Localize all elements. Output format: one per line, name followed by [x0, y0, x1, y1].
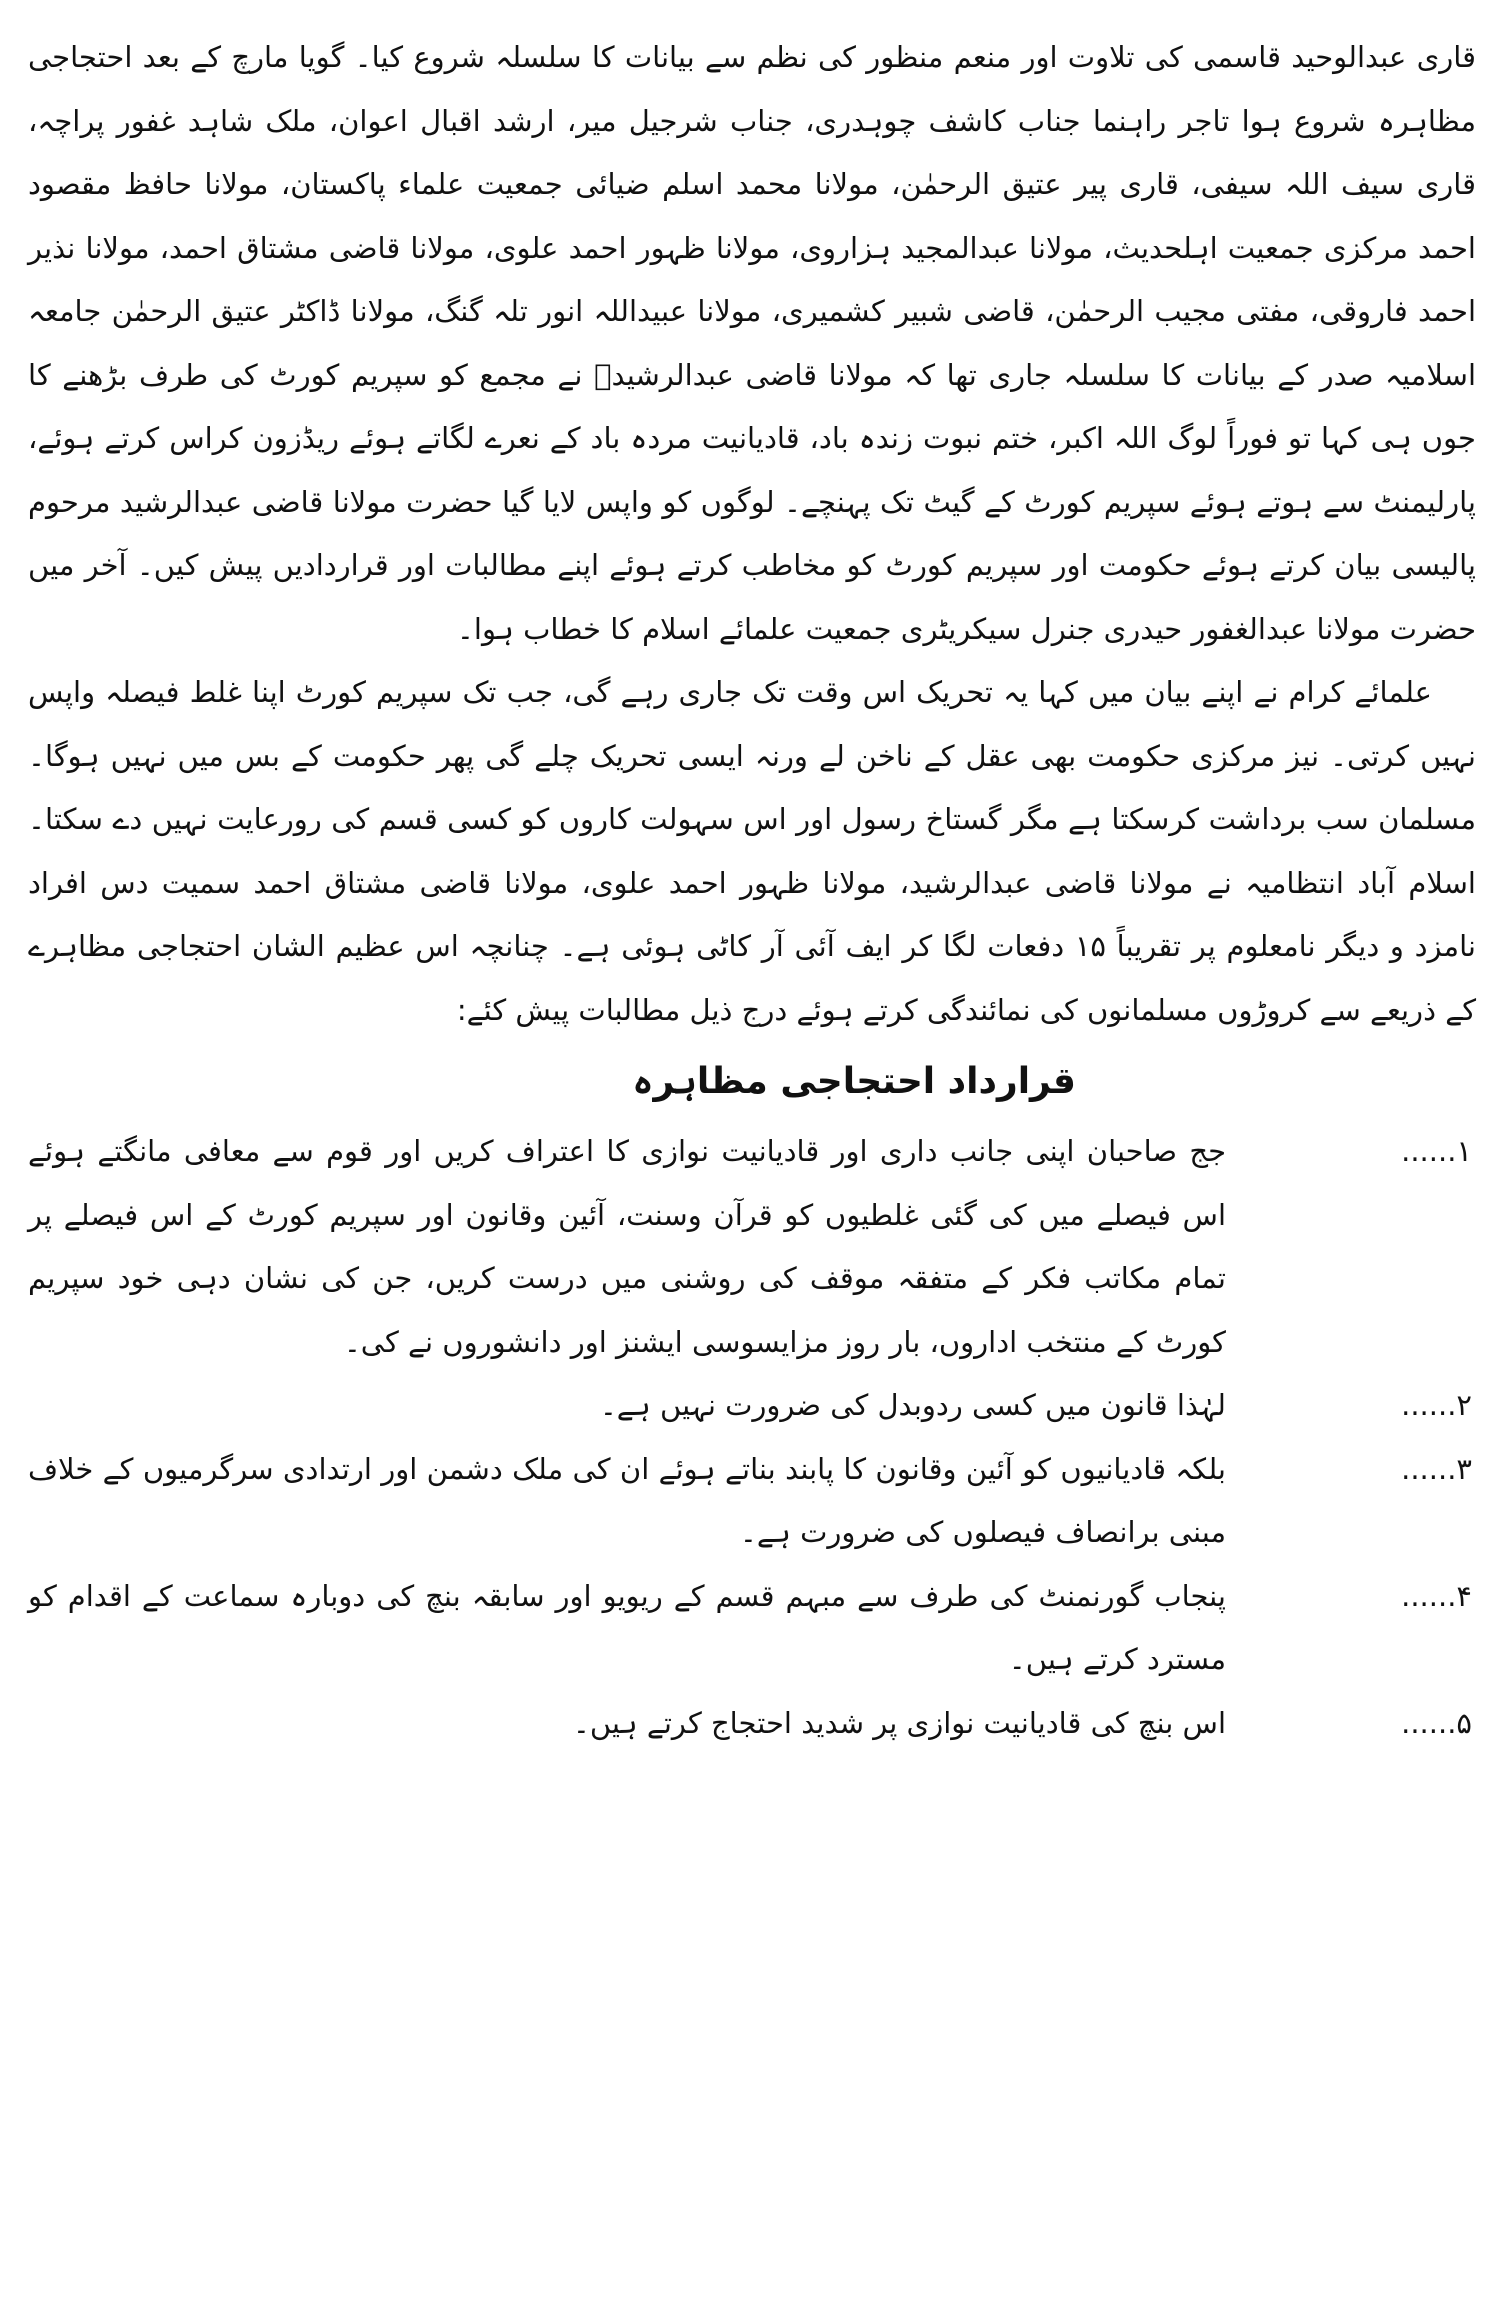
demand-item-2	[28, 1374, 1476, 1438]
demand-number: ۵......	[1401, 1705, 1472, 1740]
demand-number: ۱......	[1401, 1134, 1472, 1168]
demand-number: ۲......	[1401, 1388, 1472, 1422]
demand-number: ۴......	[1401, 1578, 1472, 1613]
body-paragraph-2: علمائے کرام نے اپنے بیان میں کہا یہ تحریک اس وقت تک جاری رہے گی، جب تک سپریم کورٹ اپنا غلط فیصلہ واپس نہیں کرتی۔ نیز مرکزی حکومت بھی عقل کے ناخن لے ورنہ ایسی تحریک چلے گی پھر حکومت کے بس میں نہیں ہوگا۔ مسلمان سب برداشت کرسکتا ہے مگر گستاخ رسول اور اس سہولت کاروں کو کسی قسم کی رورعایت نہیں دے سکتا۔ اسلام آباد انتظامیہ نے مولانا قاضی عبدالرشید، مولانا ظہور احمد علوی، مولانا قاضی مشتاق احمد سمیت دس افراد نامزد و دیگر نامعلوم پر تقریباً ۱۵ دفعات لگا کر ایف آئی آر کاٹی ہوئی ہے۔ چنانچہ اس عظیم الشان احتجاجی مظاہرے کے ذریعے سے کروڑوں مسلمانوں کی نمائندگی کرتے ہوئے درج ذیل مطالبات پیش کئے:	[28, 675, 1476, 1027]
body-paragraph-1: قاری عبدالوحید قاسمی کی تلاوت اور منعم منظور کی نظم سے بیانات کا سلسلہ شروع کیا۔ گویا مارچ کے بعد احتجاجی مظاہرہ شروع ہوا تاجر راہنما جناب کاشف چوہدری، جناب شرجیل میر، ارشد اقبال اعوان، ملک شاہد غفور پراچہ، قاری سیف اللہ سیفی، قاری پیر عتیق الرحمٰن، مولانا محمد اسلم ضیائی جمعیت علماء پاکستان، مولانا حافظ مقصود احمد مرکزی جمعیت اہلحدیث، مولانا عبدالمجید ہزاروی، مولانا ظہور احمد علوی، مولانا قاضی مشتاق احمد، مولانا نذیر احمد فاروقی، مفتی مجیب الرحمٰن، قاضی شبیر کشمیری، مولانا عبیداللہ انور تلہ گنگ، مولانا ڈاکٹر عتیق الرحمٰن جامعہ اسلامیہ صدر کے بیانات کا سلسلہ جاری تھا کہ مولانا قاضی عبدالرشیدؒ نے مجمع کو سپریم کورٹ کی طرف بڑھنے کا جوں ہی کہا تو فوراً لوگ اللہ اکبر، ختم نبوت زندہ باد، قادیانیت مردہ باد کے نعرے لگاتے ہوئے ریڈزون کراس کرتے ہوئے، پارلیمنٹ سے ہوتے ہوئے سپریم کورٹ کے گیٹ تک پہنچے۔ لوگوں کو واپس لایا گیا حضرت مولانا قاضی عبدالرشید مرحوم پالیسی بیان کرتے ہوئے حکومت اور سپریم کورٹ کو مخاطب کرتے ہوئے اپنے مطالبات اور قراردادیں پیش کیں۔ آخر میں حضرت مولانا عبدالغفور حیدری جنرل سیکریٹری جمعیت علمائے اسلام کا خطاب ہوا۔	[28, 40, 1476, 646]
demand-item-1	[28, 1120, 1476, 1374]
demand-text: جج صاحبان اپنی جانب داری اور قادیانیت نوازی کا اعتراف کریں اور قوم سے معافی مانگتے ہوئے اس فیصلے میں کی گئی غلطیوں کو قرآن وسنت، آئین وقانون اور سپریم کورٹ کے اس فیصلے پر تمام مکاتب فکر کے متفقہ موقف کی روشنی میں درست کریں، جن کی نشان دہی خود سپریم کورٹ کے منتخب اداروں، بار روز مزایسوسی ایشنز اور دانشوروں نے کی۔	[28, 1134, 1226, 1359]
demand-text: بلکہ قادیانیوں کو آئین وقانون کا پابند بناتے ہوئے ان کی ملک دشمن اور ارتدادی سرگرمیوں کے خلاف مبنی برانصاف فیصلوں کی ضرورت ہے۔	[28, 1451, 1226, 1549]
demand-item-5	[28, 1692, 1476, 1756]
demand-text: اس بنچ کی قادیانیت نوازی پر شدید احتجاج کرتے ہیں۔	[572, 1705, 1226, 1740]
demand-text: لہٰذا قانون میں کسی ردوبدل کی ضرورت نہیں ہے۔	[599, 1388, 1226, 1422]
section-heading: قرارداد احتجاجی مظاہرہ	[632, 1061, 1076, 1102]
demand-item-3	[28, 1438, 1476, 1565]
demand-text: پنجاب گورنمنٹ کی طرف سے مبہم قسم کے ریویو اور سابقہ بنچ کی دوبارہ سماعت کے اقدام کو مسترد کرتے ہیں۔	[28, 1578, 1226, 1676]
demand-item-4	[28, 1565, 1476, 1692]
demand-number: ۳......	[1401, 1451, 1472, 1486]
